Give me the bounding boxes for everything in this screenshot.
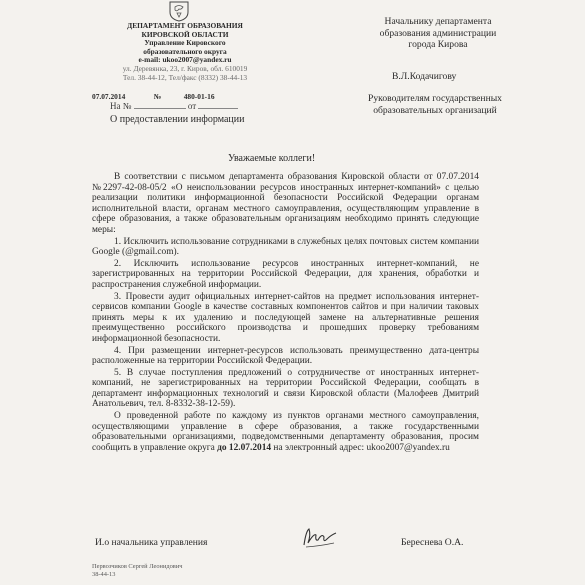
paragraph-item-2: 2. Исключить использование ресурсов иностранных интернет-компаний, не зарегистрированных на территории Российской Федерации, для хранения, обработки и распространения служебной информации.	[92, 258, 479, 290]
recipient-1-line-3: города Кирова	[408, 39, 468, 50]
letter-reference	[92, 92, 278, 101]
letter-subject: О предоставлении информации	[110, 114, 245, 125]
recipient-2-line-2: образовательных организаций	[373, 104, 497, 116]
deadline-date: до 12.07.2014	[217, 442, 272, 453]
reply-number-label: На №	[110, 101, 132, 111]
sender-email: e-mail: ukoo2007@yandex.ru	[138, 55, 232, 65]
paragraph-item-4: 4. При размещении интернет-ресурсов использовать преимущественно дата-центры расположенные на территории Российской Федерации.	[92, 345, 479, 367]
paragraph-item-1: 1. Исключить использование сотрудниками в служебных целях почтовых систем компании Google (@gmail.com).	[92, 236, 479, 258]
sender-address: ул. Деревянка, 23, г. Киров, обл. 610019	[122, 63, 248, 73]
paragraph-item-5: 5. В случае поступления предложений о сотрудничестве от иностранных интернет-компаний, не зарегистрированных на территории Российской Федерации, сообщать в департамент информационных технологий и связи Кировской области (Малофеев Дмитрий Анатольевич, тел. 8-8332-38-12-59).	[92, 367, 479, 410]
letter-number: 480-01-16	[183, 92, 215, 101]
sender-office: Управление Кировского	[144, 38, 226, 48]
sender-region: КИРОВСКОЙ ОБЛАСТИ	[141, 29, 229, 39]
sender-office-2: образовательного округа	[143, 46, 227, 56]
signatory-name: Береснева О.А.	[401, 537, 464, 548]
recipient-2-line-1: Руководителям государственных	[368, 93, 502, 104]
paragraph-closing: О проведенной работе по каждому из пунктов органами местного самоуправления, осуществляющими управление в сфере образования, а также государственными образовательными организациями, подведомственными департаменту образования, просим сообщить в управление округа до 12.07.2014 на электронный адрес: ukoo2007@yandex.ru	[92, 411, 479, 453]
coat-of-arms-icon	[167, 0, 191, 22]
executor-name: Первозчиков Сергей Леонидович	[92, 563, 183, 570]
recipient-1-line-2: образования администрации	[379, 27, 497, 39]
letter-date: 07.07.2014	[92, 92, 126, 101]
sender-dept: ДЕПАРТАМЕНТ ОБРАЗОВАНИЯ	[127, 21, 243, 30]
signatory-title: И.о начальника управления	[95, 537, 208, 548]
sender-phones: Тел. 38-44-12, Тел/факс (8332) 38-44-13	[122, 72, 248, 82]
greeting: Уважаемые коллеги!	[228, 153, 316, 164]
paragraph-intro: В соответствии с письмом департамента образования Кировской области от 07.07.2014 №2297-42-08-05/2 «О неиспользовании ресурсов иностранных интернет-компаний» с целью реализации политики информационной безопасности Российской Федерации органам исполнительной власти, органам местного самоуправления, осуществляющим управление в сфере образования, а также образовательным организациям необходимо принять следующие меры:	[92, 172, 479, 235]
recipient-1-name: В.Л.Кодачигову	[392, 71, 457, 82]
recipient-1	[373, 16, 503, 51]
reply-reference	[110, 101, 238, 111]
reply-from-label: от	[187, 101, 197, 111]
recipient-1-line-1: Начальнику департамента	[384, 16, 492, 27]
handwritten-signature	[300, 525, 340, 551]
executor-phone: 38-44-13	[92, 570, 116, 578]
recipient-2	[340, 93, 530, 116]
letter-body	[92, 172, 479, 453]
paragraph-item-3: 3. Провести аудит официальных интернет-сайтов на предмет использования интернет-сервисов компании Google в качестве составных компонентов сайтов и при наличии таковых принять меры к их удалению и последующей замене на альтернативные решения преимущественно российского производства и прошедших проверку требованиям информационной безопасности.	[92, 291, 479, 344]
executor-info	[92, 563, 182, 578]
number-sign: №	[153, 92, 162, 101]
sender-header	[92, 22, 278, 82]
